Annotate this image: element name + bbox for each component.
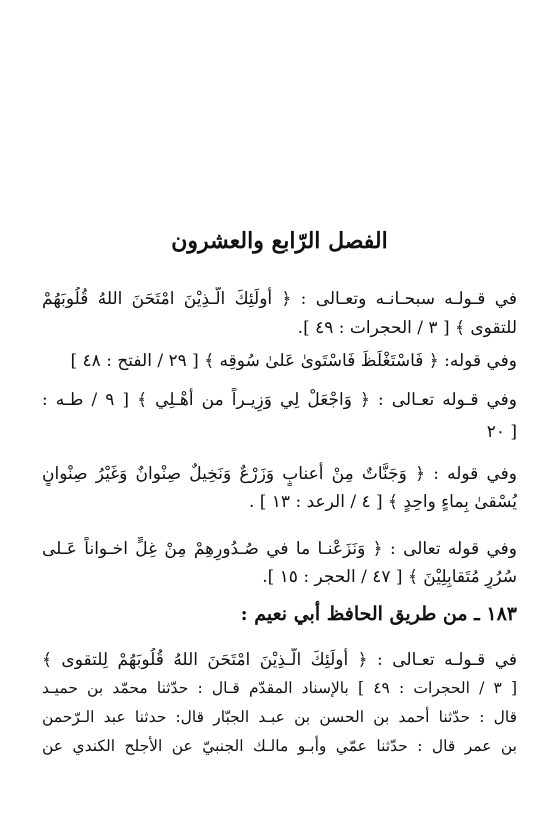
passage-4-line-1: وفي قوله : ﴿ وَجَنَّاتٌ مِنْ أعنابٍ وَزَرْعٌ وَنَخِيلٌ صِنْوانٌ وَغَيْرُ صِنْوانٍ bbox=[42, 464, 517, 484]
section-line-4: بن عمر قال : حدّثنا عمّي وأبـو مالـك الجنبيّ عن الأجلح الكندي عن bbox=[42, 737, 517, 755]
passage-3-line-2: ٢٠ ] bbox=[486, 422, 517, 442]
passage-1-line-1: في قـولـه سبحـانـه وتعـالى : ﴿ أُولَئِكَ الَّـذِيْنَ امْتَحَنَ اللهُ قُلُوبَهُمْ bbox=[42, 289, 517, 309]
book-page bbox=[42, 0, 517, 830]
chapter-title: الفصل الرّابع والعشرون bbox=[171, 228, 388, 254]
passage-2-line-1: وفي قوله: ﴿ فَاسْتَغْلَظَ فَاسْتَوىٰ عَلىٰ سُوقِه ﴾ [ ٢٩ / الفتح : ٤٨ ] bbox=[70, 351, 517, 371]
passage-1-line-2: للتقوى ﴾ [ ٣ / الحجرات : ٤٩ ]. bbox=[297, 318, 517, 338]
passage-3-line-1: وفي قـوله تعـالى : ﴿ وَاجْعَلْ لِي وَزِيـراً من أَهْـلِي ﴾ [ ٩ / طـه : bbox=[42, 390, 517, 410]
passage-5-line-2: سُرُرٍ مُتَقابِلِيْنَ ﴾ [ ٤٧ / الحجر : ١٥ ]. bbox=[262, 567, 517, 587]
section-heading: ١٨٣ ـ من طريق الحافظ أبي نعيم : bbox=[240, 603, 517, 625]
section-line-3: قال : حدّثنا أحمد بن الحسن بن عبـد الجبّار قال: حدثنا عبد الـرّحمن bbox=[42, 708, 517, 726]
passage-4-line-2: يُسْقىٰ بِماءٍ واحِدٍ ﴾ [ ٤ / الرعد : ١٣ ] . bbox=[248, 492, 517, 512]
section-line-2: [ ٣ / الحجرات : ٤٩ ] بالإسناد المقدّم قـال : حدّثنا محمّد بن حميـد bbox=[42, 679, 517, 697]
passage-5-line-1: وفي قوله تعالى : ﴿ وَنَزَعْنـا ما في صُـدُورِهِمْ مِنْ غِلٍّ اخـواناً عَـلى bbox=[42, 539, 517, 559]
section-line-1: في قـولـه تعـالى : ﴿ أُولَئِكَ الَّـذِيْنَ امْتَحَنَ اللهُ قُلُوبَهُمْ لِلتقوى ﴾ bbox=[42, 650, 517, 670]
